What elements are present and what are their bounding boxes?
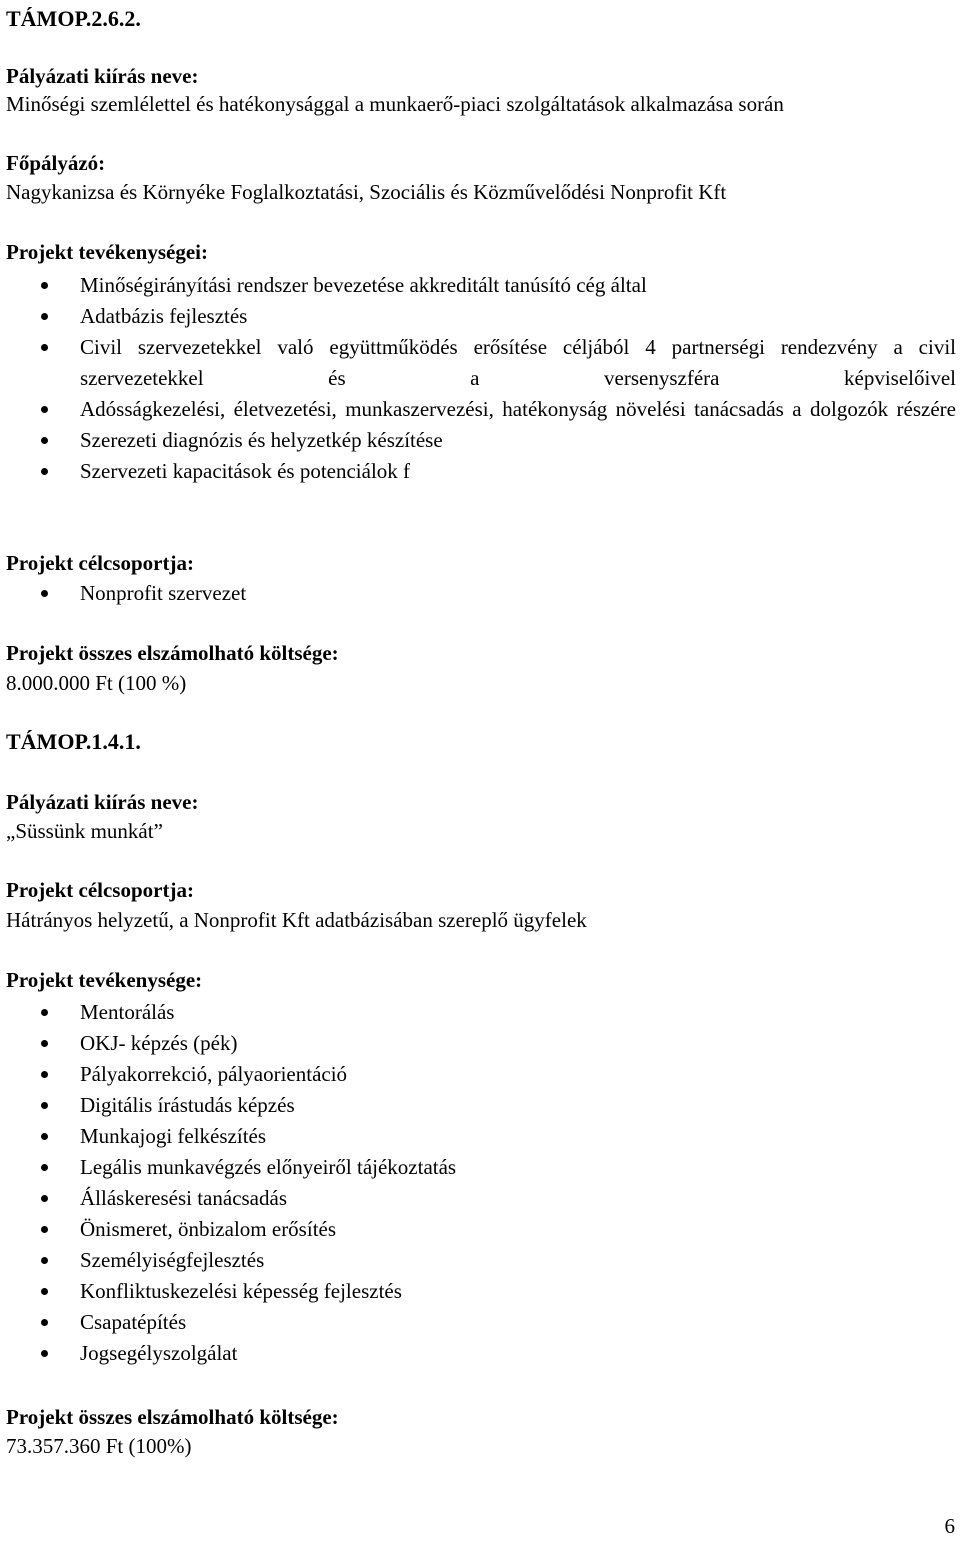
list-item: Szerezeti diagnózis és helyzetkép készítése [6, 425, 956, 456]
project1-applicant: Nagykanizsa és Környéke Foglalkoztatási, Szociális és Közművelődési Nonprofit Kft [6, 180, 727, 204]
project1-activities-list [6, 270, 956, 487]
project2-cost: 73.357.360 Ft (100%) [6, 1434, 192, 1458]
project2-activities-list [6, 997, 456, 1369]
list-item: OKJ- képzés (pék) [6, 1028, 456, 1059]
project1-call-name: Minőségi szemlélettel és hatékonysággal a munkaerő-piaci szolgáltatások alkalmazása során [6, 92, 784, 116]
list-item: Mentorálás [6, 997, 456, 1028]
list-item: Pályakorrekció, pályaorientáció [6, 1059, 456, 1090]
project1-targets-list [6, 578, 246, 609]
list-item: Csapatépítés [6, 1307, 456, 1338]
project1-applicant-label: Főpályázó: [6, 151, 106, 175]
list-item: Adósságkezelési, életvezetési, munkaszervezési, hatékonyság növelési tanácsadás a dolgozók részére [6, 394, 956, 425]
project2-call-name: „Süssünk munkát” [6, 819, 163, 843]
list-item: Minőségirányítási rendszer bevezetése akkreditált tanúsító cég által [6, 270, 956, 301]
project1-call-label: Pályázati kiírás neve: [6, 64, 199, 88]
list-item: Digitális írástudás képzés [6, 1090, 456, 1121]
project2-code: TÁMOP.1.4.1. [6, 729, 141, 754]
list-item: Legális munkavégzés előnyeiről tájékoztatás [6, 1152, 456, 1183]
list-item: Adatbázis fejlesztés [6, 301, 956, 332]
project1-target-label: Projekt célcsoportja: [6, 551, 194, 575]
project1-cost-label: Projekt összes elszámolható költsége: [6, 641, 339, 665]
list-item: Konfliktuskezelési képesség fejlesztés [6, 1276, 456, 1307]
project2-call-label: Pályázati kiírás neve: [6, 790, 199, 814]
project2-cost-label: Projekt összes elszámolható költsége: [6, 1405, 339, 1429]
list-item: Nonprofit szervezet [6, 578, 246, 609]
project2-activities-label: Projekt tevékenysége: [6, 968, 203, 992]
list-item: Szervezeti kapacitások és potenciálok f [6, 456, 956, 487]
list-item: Jogsegélyszolgálat [6, 1338, 456, 1369]
project1-activities-label: Projekt tevékenységei: [6, 240, 208, 264]
list-item: Civil szervezetekkel való együttműködés erősítése céljából 4 partnerségi rendezvény a civil szervezetekkel és a versenyszféra képviselőivel [6, 332, 956, 394]
list-item: Munkajogi felkészítés [6, 1121, 456, 1152]
list-item: Álláskeresési tanácsadás [6, 1183, 456, 1214]
project2-target-label: Projekt célcsoportja: [6, 878, 194, 902]
list-item: Személyiségfejlesztés [6, 1245, 456, 1276]
project1-cost: 8.000.000 Ft (100 %) [6, 671, 187, 695]
page-number: 6 [944, 1514, 955, 1538]
project1-code: TÁMOP.2.6.2. [6, 6, 141, 31]
project2-target: Hátrányos helyzetű, a Nonprofit Kft adatbázisában szereplő ügyfelek [6, 908, 587, 932]
list-item: Önismeret, önbizalom erősítés [6, 1214, 456, 1245]
